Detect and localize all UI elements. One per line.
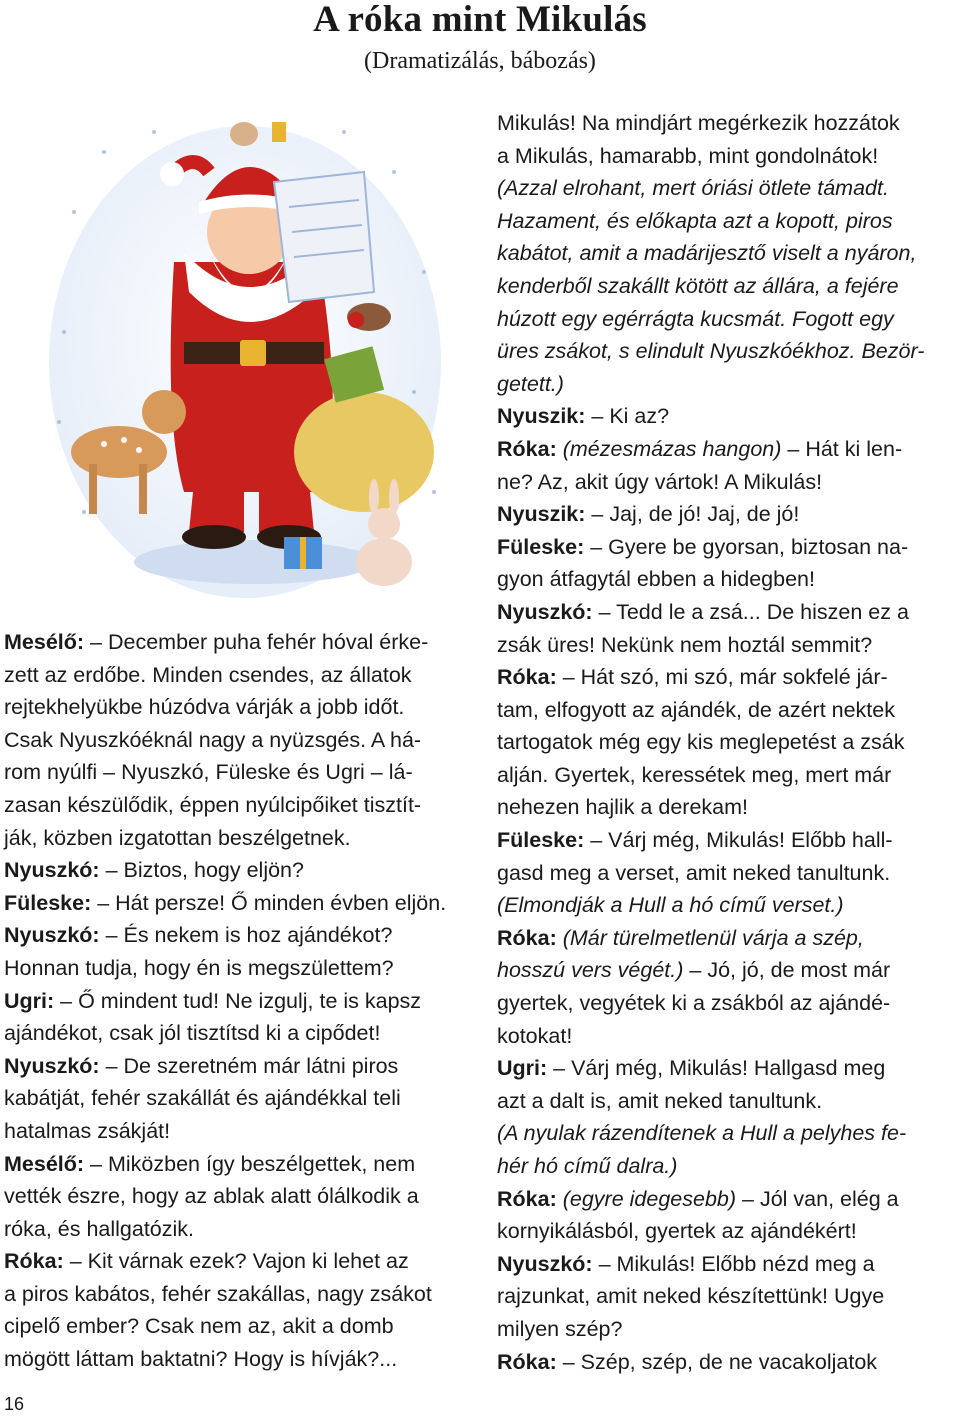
stage-direction-line: hér hó című dalra.) [497, 1154, 678, 1178]
robin-bird [347, 303, 391, 331]
text-line: Mikulás! Na mindjárt megérkezik hozzátok [497, 111, 900, 135]
speaker-name: Mesélő: [4, 1151, 85, 1176]
stage-direction-line: getett.) [497, 371, 564, 396]
text-line: mögött láttam baktatni? Hogy is hívják?... [4, 1347, 398, 1372]
text-line: gasd meg a verset, amit neked tanultunk. [497, 860, 891, 885]
text-line: zasan készülődik, éppen nyúlcipőiket tisztít- [4, 792, 422, 817]
text-line: zett az erdőbe. Minden csendes, az állatok [4, 662, 412, 687]
text-line: – Hát szó, mi szó, már sokfelé jár- [562, 665, 888, 690]
dialogue-paragraph [4, 854, 464, 887]
speaker-name: Ugri: [497, 1056, 548, 1081]
page-number: 16 [4, 1394, 25, 1414]
left-column [4, 626, 464, 1376]
text-line: – Ő mindent tud! Ne izgulj, te is kapsz [60, 988, 422, 1013]
speaker-name: Ugri: [4, 988, 55, 1013]
stage-direction-line: (Azzal elrohant, mert óriási ötlete támadt. [497, 176, 889, 201]
dialogue-paragraph [497, 1346, 957, 1379]
text-line: rejtekhelyükbe húzódva várják a jobb időt. [4, 695, 405, 720]
text-line: rom nyúlfi – Nyuszkó, Füleske és Ugri – lá- [4, 760, 413, 785]
page-title: A róka mint Mikulás [313, 0, 647, 40]
stage-direction: (mézesmázas hangon) [562, 436, 782, 461]
text-line: – Jó, jó, de most már [689, 958, 891, 983]
text-line: – Hát ki len- [787, 436, 903, 461]
text-line: – Várj még, Mikulás! Hallgasd meg [553, 1056, 886, 1081]
page-header [0, 0, 960, 76]
speaker-name: Mesélő: [4, 630, 85, 654]
dialogue-paragraph [497, 400, 957, 433]
speaker-name: Nyuszkó: [497, 1251, 593, 1276]
stage-direction-line: kenderből szakállt kötött az állára, a fejére [497, 273, 899, 298]
dialogue-paragraph [4, 985, 464, 1050]
speaker-name: Nyuszik: [497, 502, 586, 527]
text-line: – Jól van, elég a [742, 1186, 899, 1211]
dialogue-paragraph [497, 172, 957, 400]
dialogue-paragraph [497, 433, 957, 498]
letter-scroll [274, 172, 374, 302]
text-line: – Ki az? [591, 404, 670, 429]
text-line: – Szép, szép, de ne vacakoljatok [562, 1349, 878, 1374]
stage-direction-line: (A nyulak rázendítenek a Hull a pelyhes fe- [497, 1121, 907, 1146]
dialogue-paragraph [4, 1148, 464, 1246]
text-line: – December puha fehér hóval érke- [90, 630, 429, 654]
speaker-name: Róka: [497, 665, 557, 690]
text-line: róka, és hallgatózik. [4, 1216, 195, 1241]
dialogue-paragraph [497, 596, 957, 661]
speaker-name: Füleske: [4, 890, 92, 915]
text-line: alján. Gyertek, keressétek meg, mert már [497, 762, 892, 787]
dialogue-paragraph [497, 1052, 957, 1117]
text-line: Csak Nyuszkóéknál nagy a nyüzsgés. A há- [4, 727, 422, 752]
dialogue-paragraph [497, 498, 957, 531]
text-line: ják, közben izgatottan beszélgetnek. [4, 825, 351, 850]
text-line: tartogatok még egy kis meglepetést a zsák [497, 730, 905, 755]
dialogue-paragraph [497, 889, 957, 922]
text-line: tam, elfogyott az ajándék, de azért nektek [497, 697, 895, 722]
text-line: kabátját, fehér szakállát és ajándékkal teli [4, 1086, 401, 1111]
text-line: ne? Az, akit úgy vártok! A Mikulás! [497, 469, 823, 494]
text-line: – De szeretném már látni piros [105, 1053, 399, 1078]
stage-direction-line: Hazament, és előkapta azt a kopott, piros [497, 208, 893, 233]
dialogue-paragraph [497, 531, 957, 596]
text-line: rajzunkat, amit neked készítettünk! Ugye [497, 1284, 885, 1309]
speaker-name: Róka: [497, 436, 557, 461]
page-subtitle: (Dramatizálás, bábozás) [364, 48, 596, 74]
speaker-name: Nyuszkó: [4, 923, 100, 948]
text-line: gyon átfagytál ebben a hidegben! [497, 567, 815, 592]
dialogue-paragraph [4, 1050, 464, 1148]
dialogue-paragraph [497, 824, 957, 889]
dialogue-paragraph [4, 887, 464, 920]
stage-direction-line: húzott egy egérrágta kucsmát. Fogott egy [497, 306, 894, 331]
text-line: hatalmas zsákját! [4, 1118, 171, 1143]
dialogue-paragraph [497, 922, 957, 1052]
speaker-name: Nyuszkó: [497, 599, 593, 624]
text-line: nehezen hajlik a derekam! [497, 795, 748, 820]
dialogue-paragraph [497, 1117, 957, 1182]
dialogue-paragraph [497, 661, 957, 824]
santa-illustration [44, 92, 446, 602]
text-line: kotokat! [497, 1023, 573, 1048]
dialogue-paragraph [4, 626, 464, 854]
speaker-name: Róka: [4, 1249, 64, 1274]
text-line: zsák üres! Nekünk nem hoztál semmit? [497, 632, 873, 657]
stage-direction-line: (Elmondják a Hull a hó című verset.) [497, 893, 844, 918]
text-line: – Hát persze! Ő minden évben eljön. [97, 890, 447, 915]
speaker-name: Nyuszkó: [4, 1053, 100, 1078]
dialogue-paragraph [497, 1248, 957, 1346]
text-line: ajándékot, csak jól tisztítsd ki a cipődet! [4, 1021, 381, 1046]
dialogue-paragraph [497, 1183, 957, 1248]
text-line: cipelő ember? Csak nem az, akit a domb [4, 1314, 394, 1339]
speaker-name: Nyuszik: [497, 404, 586, 429]
stage-direction: (egyre idegesebb) [562, 1186, 737, 1211]
text-line: – És nekem is hoz ajándékot? [105, 923, 393, 948]
stage-direction: hosszú vers végét.) [497, 958, 684, 983]
text-line: a piros kabátos, fehér szakállas, nagy zsákot [4, 1281, 432, 1306]
text-line: gyertek, vegyétek ki a zsákból az ajándé- [497, 991, 891, 1016]
right-column [497, 107, 957, 1378]
text-line: milyen szép? [497, 1316, 623, 1341]
text-line: – Gyere be gyorsan, biztosan na- [590, 534, 909, 559]
speaker-name: Füleske: [497, 534, 585, 559]
speaker-name: Füleske: [497, 828, 585, 853]
text-line: – Mikulás! Előbb nézd meg a [598, 1251, 875, 1276]
text-line: – Jaj, de jó! Jaj, de jó! [591, 502, 800, 527]
text-line: kornyikálásból, gyertek az ajándékért! [497, 1219, 857, 1244]
text-line: – Tedd le a zsá... De hiszen ez a [598, 599, 909, 624]
speaker-name: Nyuszkó: [4, 858, 100, 883]
text-line: vették észre, hogy az ablak alatt ólálkodik a [4, 1184, 419, 1209]
text-line: – Várj még, Mikulás! Előbb hall- [590, 828, 893, 853]
dialogue-paragraph [4, 919, 464, 984]
stage-direction-line: kabátot, amit a madárijesztő viselt a nyáron, [497, 241, 917, 266]
speaker-name: Róka: [497, 1349, 557, 1374]
stage-direction: (Már türelmetlenül várja a szép, [562, 925, 864, 950]
dialogue-paragraph [497, 107, 957, 172]
text-line: azt a dalt is, amit neked tanultunk. [497, 1088, 823, 1113]
text-line: Honnan tudja, hogy én is megszülettem? [4, 955, 394, 980]
text-line: – Miközben így beszélgettek, nem [90, 1151, 416, 1176]
dialogue-paragraph [4, 1245, 464, 1375]
text-line: – Biztos, hogy eljön? [105, 858, 304, 883]
speaker-name: Róka: [497, 1186, 557, 1211]
speaker-name: Róka: [497, 925, 557, 950]
stage-direction-line: üres zsákot, s elindult Nyuszkóékhoz. Bezör- [497, 339, 925, 364]
text-line: – Kit várnak ezek? Vajon ki lehet az [69, 1249, 409, 1274]
text-line: a Mikulás, hamarabb, mint gondolnátok! [497, 143, 879, 168]
